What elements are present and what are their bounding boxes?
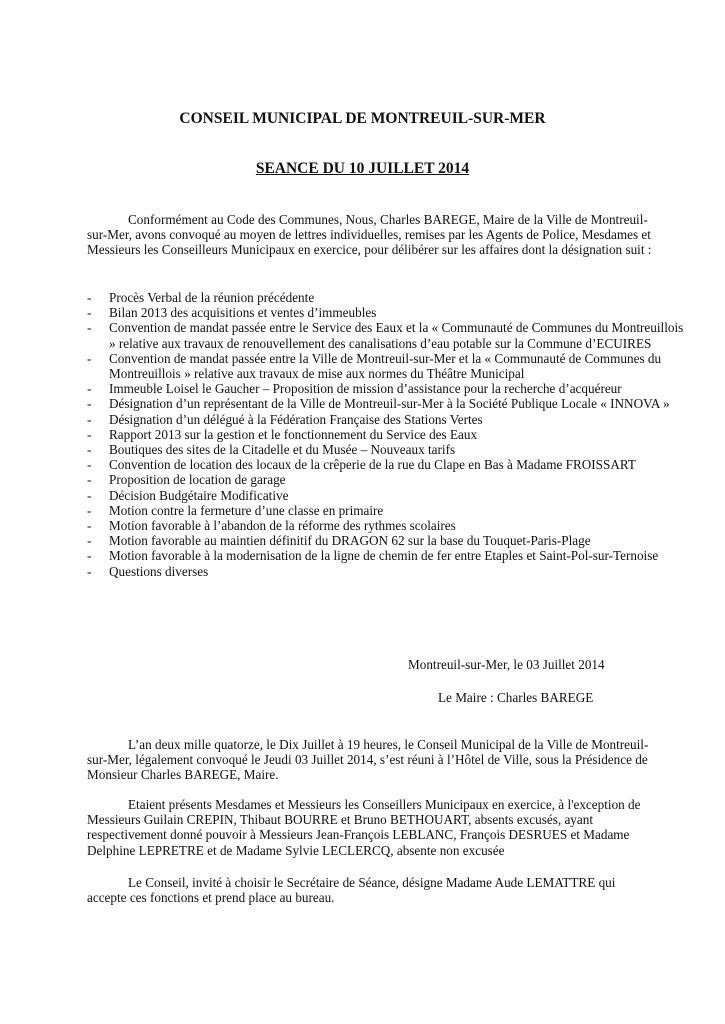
agenda-item-text: Rapport 2013 sur la gestion et le fonctionnement du Service des Eaux bbox=[109, 426, 478, 442]
place-date: Montreuil-sur-Mer, le 03 Juillet 2014 bbox=[408, 657, 605, 672]
agenda-item-text: Procès Verbal de la réunion précédente bbox=[109, 290, 315, 305]
agenda-item bbox=[87, 518, 687, 533]
bullet-dash: - bbox=[87, 426, 92, 442]
bullet-dash: - bbox=[87, 533, 92, 549]
secretary-paragraph: Le Conseil, invité à choisir le Secrétaire de Séance, désigne Madame Aude LEMATTRE qui accepte ces fonctions et prend place au bureau. bbox=[87, 875, 616, 906]
bullet-dash: - bbox=[87, 487, 92, 503]
bullet-dash: - bbox=[87, 548, 92, 564]
agenda-item bbox=[87, 457, 687, 472]
bullet-dash: - bbox=[87, 396, 92, 412]
agenda-item bbox=[87, 564, 687, 579]
bullet-dash: - bbox=[87, 457, 92, 473]
agenda-item bbox=[87, 488, 687, 503]
agenda-item-text: Convention de mandat passée entre le Service des Eaux et la « Communauté de Communes du Montreuillois » relative aux travaux de renouvellement des canalisations d’eau potable sur la Commune d’ECUIRES bbox=[109, 320, 684, 351]
agenda-item bbox=[87, 381, 687, 396]
agenda-item-text: Convention de location des locaux de la crêperie de la rue du Clape en Bas à Madame FROISSART bbox=[109, 457, 636, 473]
agenda-item-text: Motion contre la fermeture d’une classe en primaire bbox=[109, 502, 384, 518]
agenda-item-text: Motion favorable au maintien définitif du DRAGON 62 sur la base du Touquet-Paris-Plage bbox=[109, 533, 591, 549]
agenda-item-text: Décision Budgétaire Modificative bbox=[109, 487, 289, 503]
bullet-dash: - bbox=[87, 381, 92, 397]
attendance-paragraph: Etaient présents Mesdames et Messieurs les Conseillers Municipaux en exercice, à l'exception de Messieurs Guilain CREPIN, Thibaut BOURRE et Bruno BETHOUART, absents excusés, ayant respectivement donné pouvoir à Messieurs Jean-François LEBLANC, François DESRUES et Madame Delphine LEPRETRE et de Madame Sylvie LECLERCQ, absente non excusée bbox=[87, 797, 641, 858]
agenda-item-text: Questions diverses bbox=[109, 563, 209, 579]
agenda-item bbox=[87, 412, 687, 427]
agenda-item bbox=[87, 320, 687, 350]
agenda-item-text: Désignation d’un délégué à la Fédération Française des Stations Vertes bbox=[109, 411, 483, 427]
bullet-dash: - bbox=[87, 563, 92, 579]
agenda-item bbox=[87, 351, 687, 381]
bullet-dash: - bbox=[87, 350, 92, 366]
bullet-dash: - bbox=[87, 472, 92, 488]
bullet-dash: - bbox=[87, 442, 92, 458]
agenda-item-text: Convention de mandat passée entre la Ville de Montreuil-sur-Mer et la « Communauté de Communes du Montreuillois » relative aux travaux de mise aux normes du Théâtre Municipal bbox=[109, 350, 662, 382]
agenda-item-text: Immeuble Loisel le Gaucher – Proposition de mission d’assistance pour la recherche d’acquéreur bbox=[109, 381, 622, 397]
agenda-item-text: Motion favorable à l’abandon de la réforme des rythmes scolaires bbox=[109, 518, 456, 534]
agenda-item bbox=[87, 442, 687, 457]
mayor-signature: Le Maire : Charles BAREGE bbox=[438, 690, 594, 705]
agenda-item bbox=[87, 548, 687, 563]
agenda-item-text: Bilan 2013 des acquisitions et ventes d’immeubles bbox=[109, 305, 377, 321]
session-title: SEANCE DU 10 JUILLET 2014 bbox=[255, 160, 470, 177]
bullet-dash: - bbox=[87, 290, 92, 305]
agenda-item bbox=[87, 290, 687, 305]
opening-paragraph: L’an deux mille quatorze, le Dix Juillet à 19 heures, le Conseil Municipal de la Ville de Montreuil-sur-Mer, légalement convoqué le Jeudi 03 Juillet 2014, s’est réuni à l’Hôtel de Ville, sous la Présidence de Monsieur Charles BAREGE, Maire. bbox=[87, 737, 649, 783]
agenda-item-text: Proposition de location de garage bbox=[109, 472, 286, 488]
agenda-item-text: Désignation d’un représentant de la Ville de Montreuil-sur-Mer à la Société Publique Locale « INNOVA » bbox=[109, 396, 670, 412]
document-title: CONSEIL MUNICIPAL DE MONTREUIL-SUR-MER bbox=[179, 110, 546, 127]
agenda-item bbox=[87, 305, 687, 320]
agenda-list bbox=[87, 290, 687, 579]
agenda-item bbox=[87, 472, 687, 487]
intro-paragraph: Conformément au Code des Communes, Nous, Charles BAREGE, Maire de la Ville de Montreuil-sur-Mer, avons convoqué au moyen de lettres individuelles, remises par les Agents de Police, Mesdames et Messieurs les Conseilleurs Municipaux en exercice, pour délibérer sur les affaires dont la désignation suit : bbox=[87, 212, 652, 258]
agenda-item bbox=[87, 396, 687, 411]
bullet-dash: - bbox=[87, 502, 92, 518]
bullet-dash: - bbox=[87, 518, 92, 534]
bullet-dash: - bbox=[87, 411, 92, 427]
agenda-item bbox=[87, 533, 687, 548]
bullet-dash: - bbox=[87, 320, 92, 336]
agenda-item bbox=[87, 503, 687, 518]
agenda-item bbox=[87, 427, 687, 442]
agenda-item-text: Boutiques des sites de la Citadelle et du Musée – Nouveaux tarifs bbox=[109, 442, 456, 458]
bullet-dash: - bbox=[87, 305, 92, 321]
agenda-item-text: Motion favorable à la modernisation de la ligne de chemin de fer entre Etaples et Saint-Pol-sur-Ternoise bbox=[109, 548, 659, 564]
